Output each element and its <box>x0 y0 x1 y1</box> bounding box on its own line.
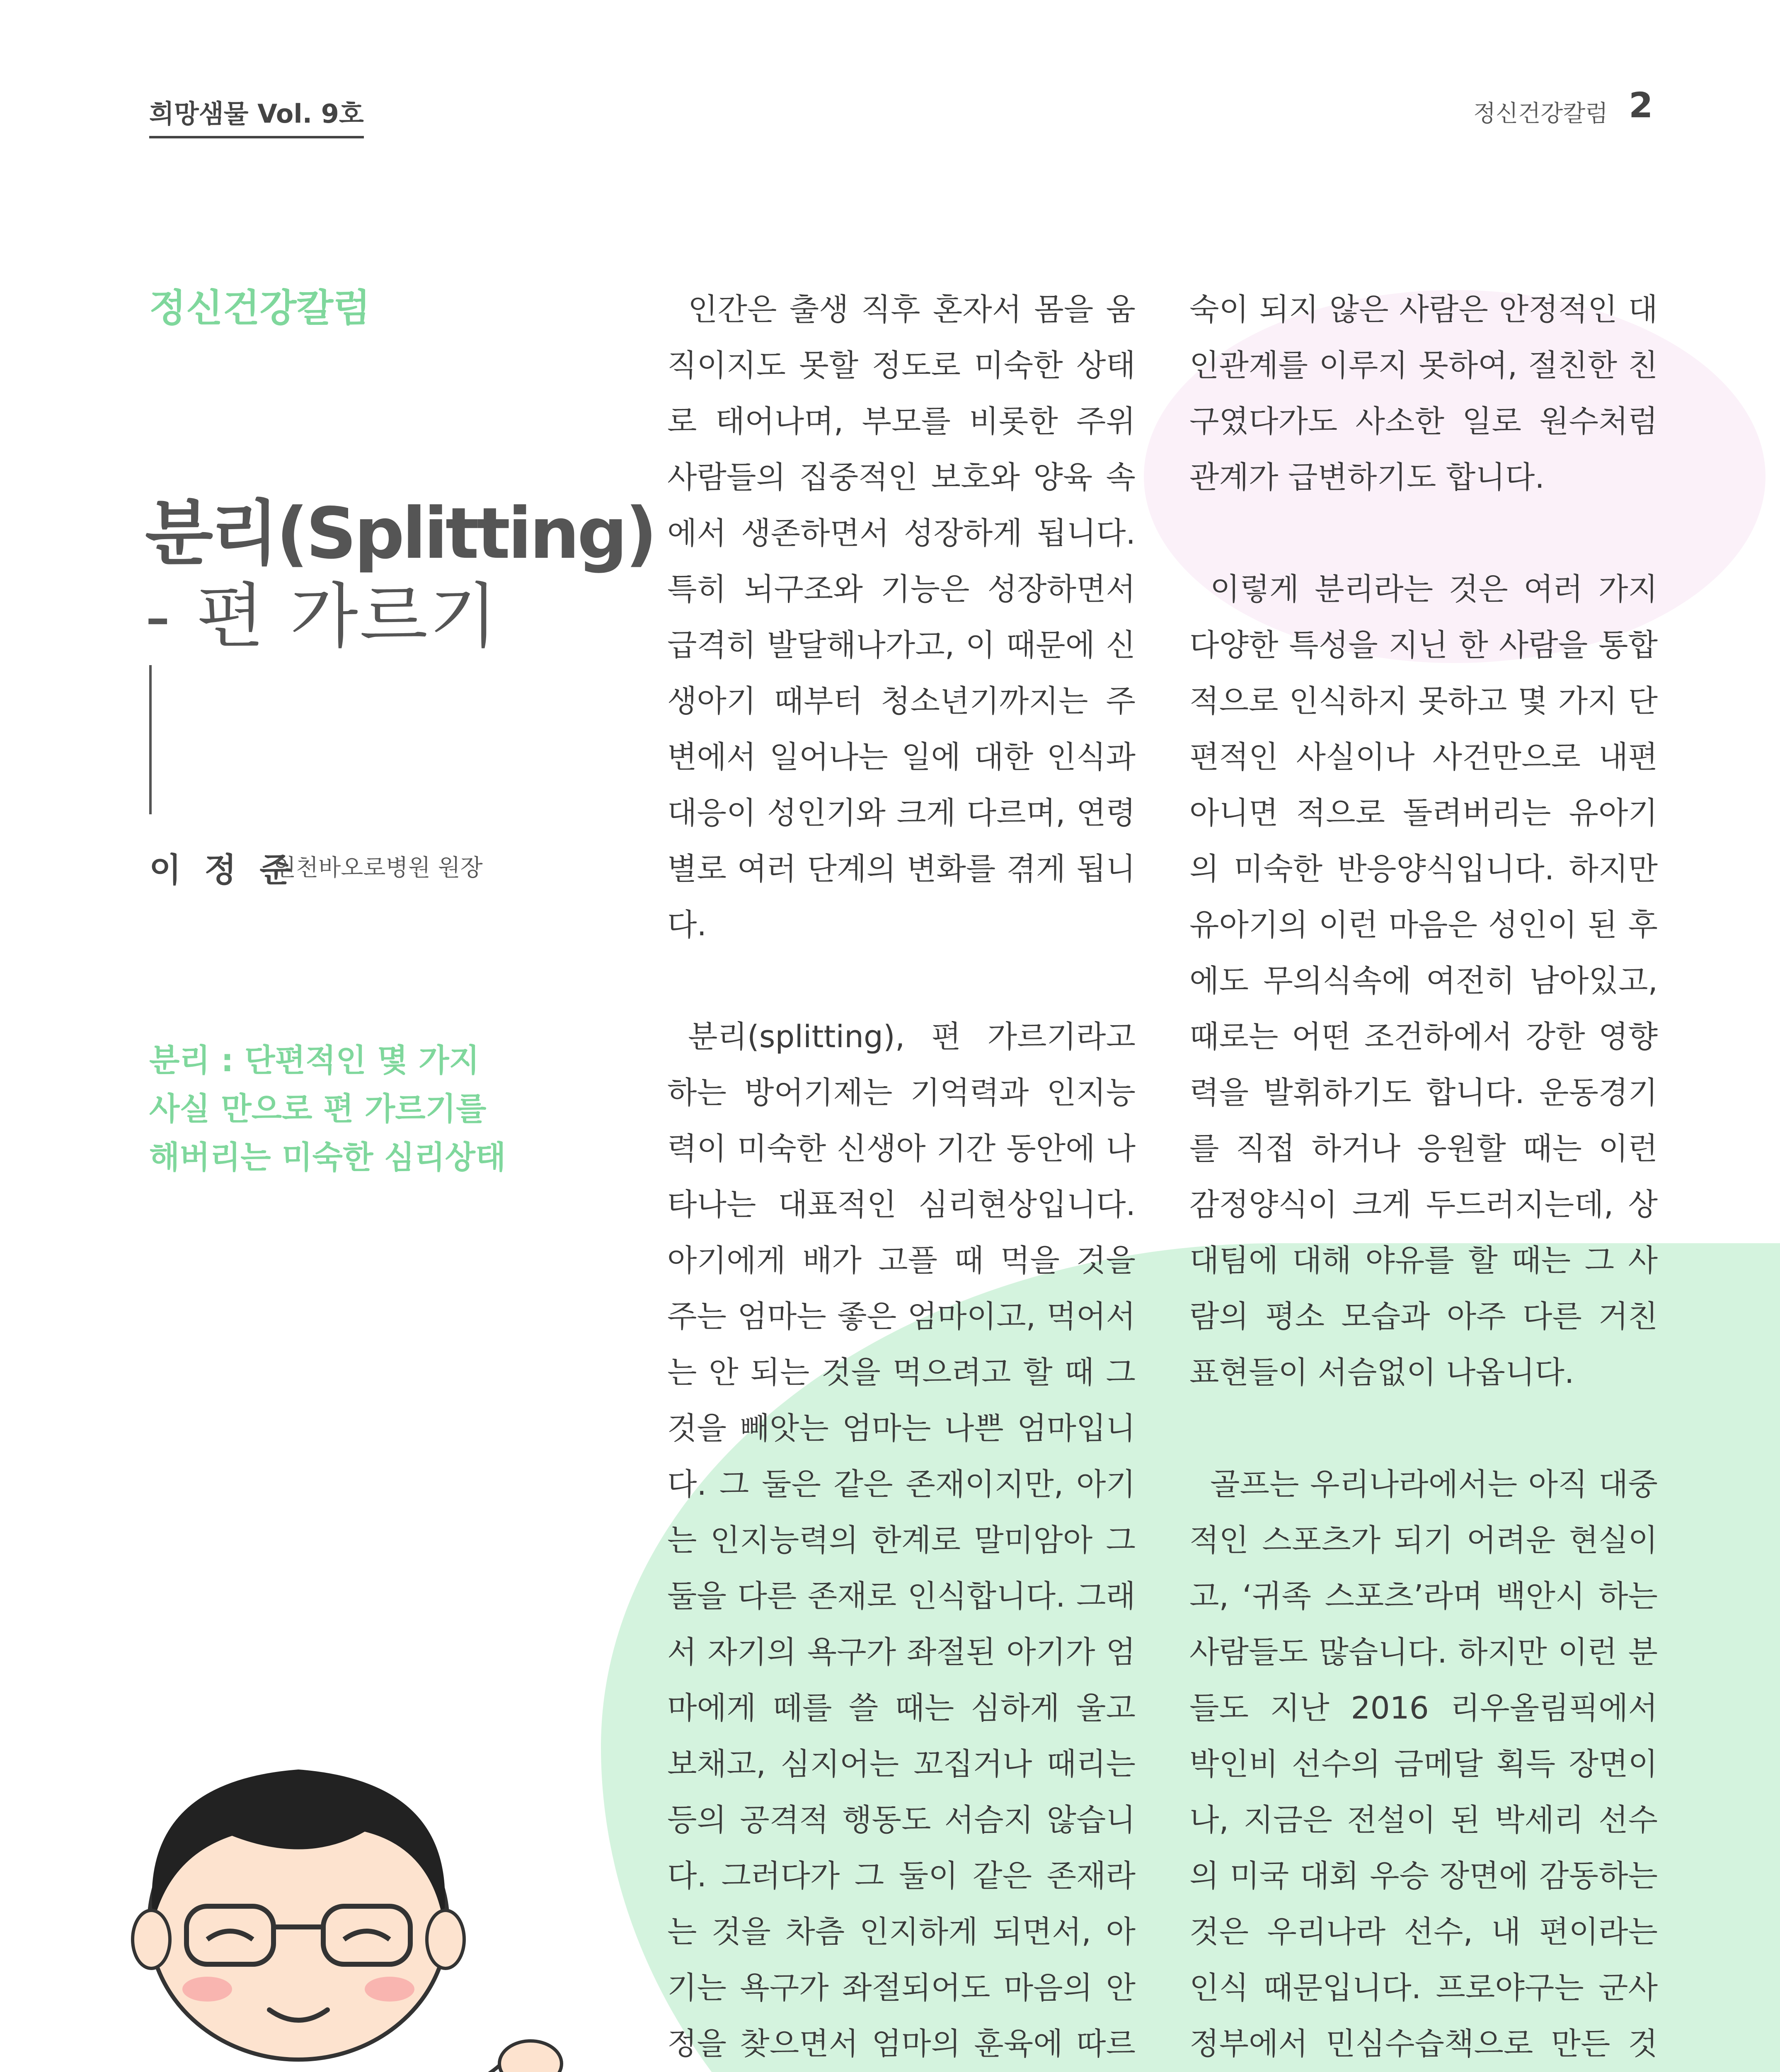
paragraph: 분리(splitting), 편 가르기라고 하는 방어기제는 기억력과 인지능력이 미숙한 신생아 기간 동안에 나타나는 대표적인 심리현상입니다. 아기에게 배가 고플 때 먹을 것을 주는 엄마는 좋은 엄마이고, 먹어서는 안 되는 것을 먹으려고 할 때 그것을 빼앗는 엄마는 나쁜 엄마입니다. 그 둘은 같은 존재이지만, 아기는 인지능력의 한계로 말미암아 그 둘을 다른 존재로 인식합니다. 그래서 자기의 욕구가 좌절된 아기가 엄마에게 떼를 쓸 때는 심하게 울고 보채고, 심지어는 꼬집거나 때리는 등의 공격적 행동도 서슴지 않습니다. 그러다가 그 둘이 같은 존재라는 것을 차츰 인지하게 되면서, 아기는 욕구가 좌절되어도 마음의 안정을 찾으면서 엄마의 훈육에 따르 <box>667 1019 1136 2062</box>
article-subtitle: - 편 가르기 <box>145 576 499 658</box>
summary-line: 분리 : 단편적인 몇 가지 <box>149 1042 480 1079</box>
summary-line: 해버리는 미숙한 심리상태 <box>149 1139 506 1176</box>
paragraph: 인간은 출생 직후 혼자서 몸을 움직이지도 못할 정도로 미숙한 상태로 태어나며, 부모를 비롯한 주위 사람들의 집중적인 보호와 양육 속에서 생존하면서 성장하게 됩니다. 특히 뇌구조와 기능은 성장하면서 급격히 발달해나가고, 이 때문에 신생아기 때부터 청소년기까지는 주변에서 일어나는 일에 대한 인식과 대응이 성인기와 크게 다르며, 연령별로 여러 단계의 변화를 겪게 됩니다. <box>667 292 1136 943</box>
summary-callout <box>149 1036 506 1181</box>
header-section-label: 정신건강칼럼 <box>1473 100 1608 127</box>
summary-line: 사실 만으로 편 가르기를 <box>149 1090 487 1127</box>
paragraph: 숙이 되지 않은 사람은 안정적인 대인관계를 이루지 못하여, 절친한 친구였다가도 사소한 일로 원수처럼 관계가 급변하기도 합니다. <box>1189 292 1658 495</box>
article-title: 분리(Splitting) <box>145 493 655 575</box>
divider-line <box>149 665 152 814</box>
author-name: 이 정 준 <box>149 851 298 889</box>
paragraph: 골프는 우리나라에서는 아직 대중적인 스포츠가 되기 어려운 현실이고, ‘귀족 스포츠’라며 백안시 하는 사람들도 많습니다. 하지만 이런 분들도 지난 2016 리우올림픽에서 박인비 선수의 금메달 획득 장면이나, 지금은 전설이 된 박세리 선수의 미국 대회 우승 장면에 감동하는 것은 우리나라 선수, 내 편이라는 인식 때문입니다. 프로야구는 군사정부에서 민심수습책으로 만든 것 <box>1189 1467 1658 2062</box>
publication-title: 희망샘물 Vol. 9호 <box>149 93 364 138</box>
author-role: 인천바오로병원 원장 <box>274 854 483 881</box>
paragraph: 이렇게 분리라는 것은 여러 가지 다양한 특성을 지닌 한 사람을 통합적으로 인식하지 못하고 몇 가지 단편적인 사실이나 사건만으로 내편 아니면 적으로 돌려버리는 유아기의 미숙한 반응양식입니다. 하지만 유아기의 이런 마음은 성인이 된 후에도 무의식속에 여전히 남아있고, 때로는 어떤 조건하에서 강한 영향력을 발휘하기도 합니다. 운동경기를 직접 하거나 응원할 때는 이런 감정양식이 크게 두드러지는데, 상대팀에 대해 야유를 할 때는 그 사람의 평소 모습과 아주 다른 거친 표현들이 서슴없이 나옵니다. <box>1189 571 1658 1390</box>
doctor-character-illustration <box>75 1691 572 2072</box>
body-column-1 <box>667 282 1136 2072</box>
section-label: 정신건강칼럼 <box>149 286 371 330</box>
body-column-2 <box>1189 282 1658 2072</box>
page-number: 2 <box>1629 85 1653 126</box>
